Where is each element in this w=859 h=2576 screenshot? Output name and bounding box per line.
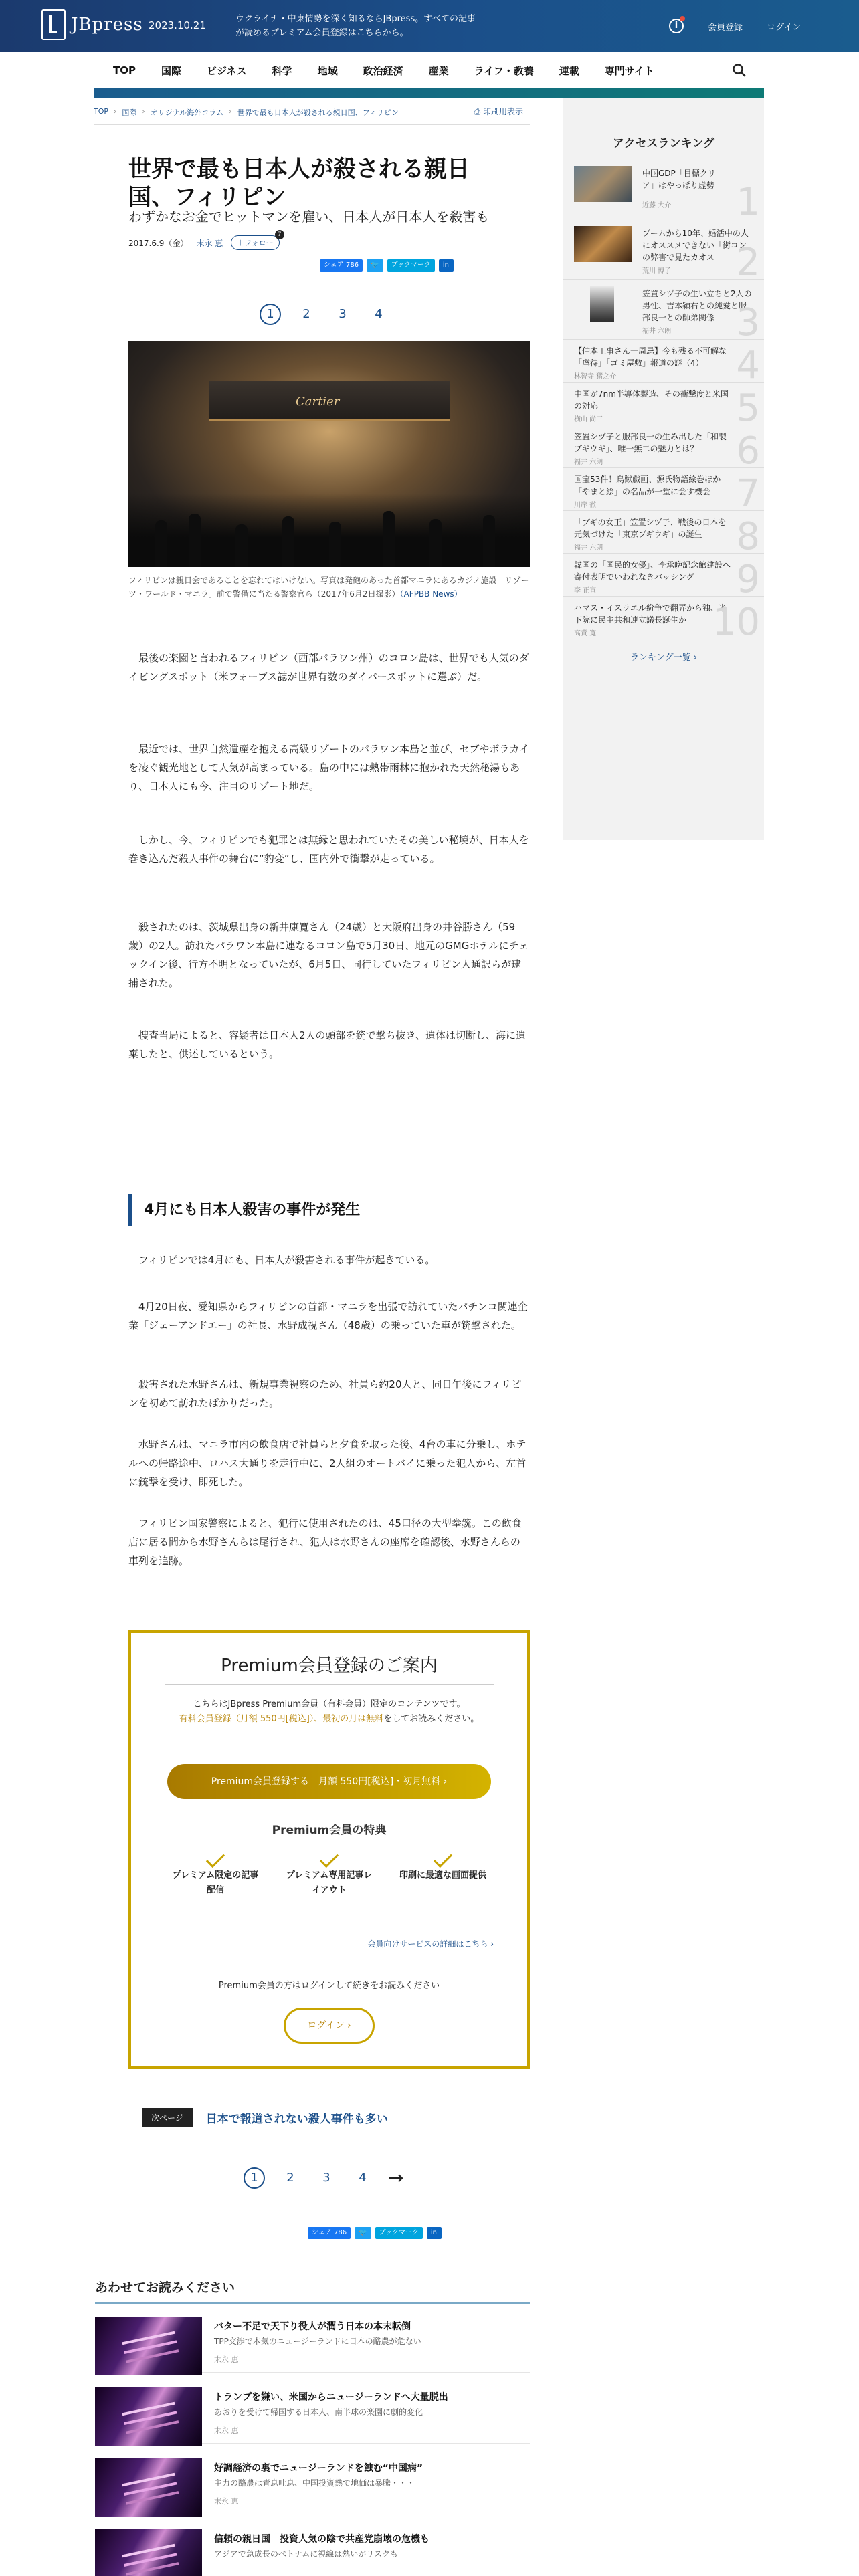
photo-figure <box>329 522 341 567</box>
page-1-link[interactable]: 1 <box>260 304 281 325</box>
ranking-item-5[interactable] <box>563 383 764 425</box>
premium-box <box>128 1630 530 2069</box>
hatena-bookmark-button[interactable]: ブックマーク <box>387 259 435 272</box>
ranking-item-1[interactable] <box>563 159 764 219</box>
photo-figure <box>282 516 294 567</box>
premium-desc-text: こちらはJBpress Premium会員（有料会員）限定のコンテンツです。 <box>193 1699 466 1709</box>
arrow-right-icon[interactable]: → <box>388 2167 404 2189</box>
notification-dot <box>680 16 685 21</box>
top-bar <box>0 0 859 52</box>
related-author: 末永 恵 <box>214 2426 239 2435</box>
premium-login-note: Premium会員の方はログインして続きをお読みください <box>218 1981 440 1991</box>
pagination-bottom <box>244 2167 403 2189</box>
nav-item-series[interactable]: 連載 <box>559 64 579 77</box>
page-3-link[interactable]: 3 <box>339 307 347 321</box>
facebook-share-button[interactable]: シェア 786 <box>320 259 363 272</box>
related-item[interactable] <box>95 2382 530 2444</box>
nav-item-science[interactable]: 科学 <box>272 64 292 77</box>
article-photo <box>128 341 530 567</box>
ranking-author: 荒川 博子 <box>642 267 672 275</box>
premium-feature <box>396 1854 490 1883</box>
page-2-link[interactable]: 2 <box>286 2170 294 2185</box>
ranking-item-7[interactable] <box>563 468 764 511</box>
ranking-author: 林智寺 猪之介 <box>574 373 617 381</box>
paragraph: しかし、今、フィリピンでも犯罪とは無縁と思われていたその美しい秘境が、日本人を巻き込んだ殺人事件の舞台に“豹変”し、国内外で衝撃が走っている。 <box>128 834 529 865</box>
breadcrumb-column[interactable]: オリジナル海外コラム <box>150 108 224 117</box>
paragraph: 最後の楽園と言われるフィリピン（西部パラワン州）のコロン島は、世界でも人気のダイビングスポット（米フォーブス誌が世界有数のダイバースポットに選ぶ）だ。 <box>128 652 529 683</box>
premium-benefits-heading: Premium会員の特典 <box>272 1824 387 1837</box>
related-author: 末永 恵 <box>214 2355 239 2364</box>
ranking-number: 6 <box>736 429 760 468</box>
page-2-link[interactable]: 2 <box>302 307 310 321</box>
premium-desc-text: をしてお読みください。 <box>383 1714 480 1724</box>
share-buttons-bottom <box>308 2227 442 2239</box>
ranking-author: 李 正宣 <box>574 587 597 595</box>
hatena-bookmark-button[interactable]: ブックマーク <box>375 2227 423 2239</box>
site-logo[interactable] <box>41 9 143 40</box>
check-icon <box>206 1849 225 1868</box>
related-thumbnail <box>95 2529 202 2576</box>
ranking-thumbnail <box>574 166 632 202</box>
check-icon <box>320 1849 339 1868</box>
photo-figure <box>383 511 395 567</box>
nav-item-politics[interactable]: 政治経済 <box>363 64 403 77</box>
register-link[interactable]: 会員登録 <box>708 23 743 33</box>
ranking-item-8[interactable] <box>563 511 764 554</box>
share-buttons-top <box>320 259 454 272</box>
feature-label: 印刷に最適な画面提供 <box>399 1870 486 1881</box>
nav-item-international[interactable]: 国際 <box>161 64 181 77</box>
caption-source-link[interactable]: （AFPBB News） <box>399 589 462 599</box>
premium-feature <box>282 1854 376 1898</box>
related-title: 好調経済の裏でニュージーランドを蝕む“中国病” <box>214 2463 423 2474</box>
paragraph: 殺されたのは、茨城県出身の新井康寛さん（24歳）と大阪府出身の井谷勝さん（59歳）の2人。訪れたパラワン本島に連なるコロン島で5月30日、地元のGMGホテルにチェックイン後、行方不明となっていたが、6月5日、同行していたフィリピン人通訳らが逮捕された。 <box>128 921 529 989</box>
twitter-share-button[interactable]: 🐦 <box>355 2227 371 2239</box>
ranking-number: 8 <box>736 515 760 554</box>
photo-figure <box>235 524 248 567</box>
ranking-thumbnail <box>590 286 614 322</box>
article-date: 2017.6.9（金） <box>128 238 189 248</box>
photo-sign-text: Cartier <box>296 395 340 409</box>
logo-mark-icon <box>41 9 66 40</box>
ranking-title: 中国が7nm半導体製造、その衝撃度と米国の対応 <box>574 389 729 411</box>
ranking-title: 中国GDP「目標クリア」はやっぱり虚勢 <box>642 169 716 190</box>
pagination-top <box>260 304 389 325</box>
premium-price-highlight: 有料会員登録（月額 550円[税込]）、最初の月は無料 <box>179 1714 384 1724</box>
related-desc: アジアで急成長のベトナムに視線は熱いがリスクも <box>214 2549 399 2559</box>
linkedin-share-button[interactable]: in <box>439 259 454 272</box>
premium-details-link[interactable]: 会員向けサービスの詳細はこちら › <box>367 1939 494 1949</box>
follow-button[interactable]: ＋フォロー 7 <box>231 235 279 250</box>
related-item[interactable] <box>95 2311 530 2373</box>
related-title: バター不足で天下り役人が潤う日本の本末転倒 <box>214 2321 411 2332</box>
ranking-title: 【仲本工事さん一周忌】今も残る不可解な「虐待」「ゴミ屋敷」報道の謎（4） <box>574 346 727 368</box>
nav-item-life[interactable]: ライフ・教養 <box>474 64 534 77</box>
premium-title: Premium会員登録のご案内 <box>221 1656 438 1676</box>
page-4-link[interactable]: 4 <box>359 2170 367 2185</box>
logo-text: JBpress <box>71 15 143 35</box>
related-desc: 主力の酪農は青息吐息、中国投資熱で地価は暴騰・・・ <box>214 2478 415 2488</box>
ranking-number: 9 <box>736 558 760 597</box>
ranking-item-4[interactable] <box>563 340 764 383</box>
login-link[interactable]: ログイン <box>767 23 801 33</box>
premium-description <box>165 1697 494 1727</box>
related-heading: あわせてお読みください <box>95 2278 530 2304</box>
nav-item-region[interactable]: 地域 <box>317 64 338 77</box>
breadcrumb-current[interactable]: 世界で最も日本人が殺される親日国、フィリピン <box>237 108 399 117</box>
ranking-title: ハマス・イスラエル紛争で翻弄から独、米下院に民主共和連立議長誕生か <box>574 603 727 625</box>
ranking-author: 福井 六朗 <box>574 544 603 552</box>
related-item[interactable] <box>95 2524 530 2576</box>
ranking-number: 3 <box>736 301 760 340</box>
feature-label: プレミアム限定の記事配信 <box>172 1870 259 1895</box>
related-desc: TPP交渉で本気のニュージーランドに日本の酪農が危ない <box>214 2337 421 2346</box>
paragraph: 最近では、世界自然遺産を抱える高級リゾートのパラワン本島と並び、セブやボラカイを凌ぐ観光地として人気が高まっている。島の中には熱帯雨林に抱かれた天然秘湯もあり、日本人にも今、注目のリゾート地だ。 <box>128 743 529 792</box>
next-page-title: 日本で報道されない殺人事件も多い <box>205 2113 388 2126</box>
paragraph: フィリピンでは4月にも、日本人が殺害される事件が起きている。 <box>138 1254 436 1266</box>
related-author: 末永 恵 <box>214 2497 239 2506</box>
ranking-thumbnail <box>574 226 632 262</box>
ranking-item-2[interactable] <box>563 219 764 280</box>
ranking-title: 国宝53件！鳥獣戯画、源氏物語絵巻ほか「やまと絵」の名品が一堂に会す機会 <box>574 475 721 496</box>
author-link[interactable]: 末永 恵 <box>196 238 223 248</box>
related-item[interactable] <box>95 2453 530 2514</box>
paragraph: 水野さんは、マニラ市内の飲食店で社員らと夕食を取った後、4台の車に分乗し、ホテルへの帰路途中、ロハス大通りを走行中に、2人組のオートバイに乗った犯人から、左首に銃撃を受け、即死した。 <box>128 1438 527 1488</box>
ranking-title: 「ブギの女王」笠置シヅ子、戦後の日本を元気づけた「東京ブギウギ」の誕生 <box>574 518 727 539</box>
info-icon[interactable]: i <box>669 19 684 33</box>
paragraph: 4月20日夜、愛知県からフィリピンの首都・マニラを出張で訪れていたパチンコ関連企業「ジェーアンドエー」の社長、水野成視さん（48歳）の乗っていた車が銃撃された。 <box>128 1301 528 1331</box>
follow-label: フォロー <box>244 239 274 247</box>
ranking-author: 高責 寛 <box>574 630 597 637</box>
breadcrumb-top[interactable]: TOP <box>94 107 109 116</box>
facebook-share-button[interactable]: シェア 786 <box>308 2227 351 2239</box>
ranking-author: 近藤 大介 <box>642 202 672 209</box>
ranking-item-3[interactable] <box>563 280 764 340</box>
next-page-link[interactable] <box>142 2108 388 2127</box>
paragraph: 捜査当局によると、容疑者は日本人2人の頭部を銃で撃ち抜き、遺体は切断し、海に遺棄したと、供述しているという。 <box>128 1029 526 1060</box>
related-desc: あおりを受けて帰国する日本人、南半球の楽園に劇的変化 <box>214 2407 423 2417</box>
photo-figure <box>189 514 201 567</box>
article-subtitle: わずかなお金でヒットマンを雇い、日本人が日本人を殺害も <box>128 209 490 225</box>
premium-feature <box>169 1854 262 1898</box>
paragraph: 殺害された水野さんは、新規事業視察のため、社員ら約20人と、同日午後にフィリピンを初めて訪れたばかりだった。 <box>128 1378 522 1409</box>
premium-login-button[interactable]: ログイン › <box>284 2008 375 2044</box>
section-heading: 4月にも日本人殺害の事件が発生 <box>128 1194 530 1226</box>
nav-item-business[interactable]: ビジネス <box>207 64 247 77</box>
article-meta <box>128 231 282 250</box>
ranking-item-9[interactable] <box>563 554 764 597</box>
nav-item-top[interactable]: TOP <box>113 64 136 76</box>
ranking-item-10[interactable] <box>563 597 764 639</box>
ranking-title: 韓国の「国民的女優」、李承晩記念館建設へ寄付表明でいわれなきバッシング <box>574 560 731 582</box>
related-thumbnail <box>95 2317 202 2375</box>
caption-text: フィリピンは親日会であることを忘れてはいけない。写真は発砲のあった首都マニラにあるカジノ施設「リゾーツ・ワールド・マニラ」前で警備に当たる警察官ら（2017年6月2日撮影） <box>128 576 529 599</box>
ranking-item-6[interactable] <box>563 425 764 468</box>
photo-figure <box>430 519 442 567</box>
ranking-title: ブームから10年、婚活中の人にオススメできない「街コン」の弊害で見たカオス <box>642 229 751 262</box>
next-page-tag: 次ページ <box>142 2108 193 2127</box>
search-icon[interactable] <box>732 63 747 78</box>
ranking-author: 横山 尚三 <box>574 416 603 423</box>
divider <box>94 124 530 125</box>
ranking-author: 川岸 徹 <box>574 502 597 509</box>
header-news-link[interactable]: ウクライナ・中東情勢を深く知るならJBpress。すべての記事が読めるプレミアム会員登録はこちらから。 <box>235 14 476 38</box>
ranking-title: 笠置シヅ子と服部良一の生み出した「和製ブギウギ」、唯一無二の魅力とは？ <box>574 432 727 453</box>
header-date: 2023.10.21 <box>149 19 206 31</box>
ranking-heading: アクセスランキング <box>613 137 714 150</box>
ranking-number: 7 <box>736 472 760 511</box>
global-nav <box>0 52 859 88</box>
ranking-number: 10 <box>712 601 760 639</box>
photo-caption <box>128 574 530 601</box>
photo-figure <box>155 520 167 567</box>
page-4-link[interactable]: 4 <box>375 307 383 321</box>
accent-band <box>94 88 764 98</box>
nav-item-sites[interactable]: 専門サイト <box>604 64 654 77</box>
ranking-author: 福井 六朗 <box>574 459 603 466</box>
nav-item-industry[interactable]: 産業 <box>428 64 449 77</box>
ranking-number: 4 <box>736 344 760 383</box>
ranking-number: 5 <box>736 387 760 425</box>
page-3-link[interactable]: 3 <box>322 2170 330 2185</box>
breadcrumb-international[interactable]: 国際 <box>122 108 137 117</box>
check-icon <box>434 1849 452 1868</box>
page-1-link[interactable]: 1 <box>244 2167 265 2189</box>
ranking-list-link[interactable]: ランキング一覧 › <box>630 653 697 663</box>
article-title: 世界で最も日本人が殺される親日国、フィリピン <box>128 156 470 211</box>
related-thumbnail <box>95 2387 202 2446</box>
related-title: 信頼の親日国 投資人気の陰で共産党崩壊の危機も <box>214 2534 430 2545</box>
related-title: トランプを嫌い、米国からニュージーランドへ大量脱出 <box>214 2392 448 2403</box>
linkedin-share-button[interactable]: in <box>427 2227 442 2239</box>
print-link[interactable]: ⎙ 印刷用表示 <box>474 106 523 117</box>
photo-figure <box>483 515 495 567</box>
paragraph: フィリピン国家警察によると、犯行に使用されたのは、45口径の大型拳銃。この飲食店に居る間から水野さんらは尾行され、犯人は水野さんの座席を確認後、水野さんらの車列を追跡。 <box>128 1517 522 1567</box>
breadcrumb: TOP › 国際 › オリジナル海外コラム › 世界で最も日本人が殺される親日国、フィリピン <box>94 107 399 117</box>
related-thumbnail <box>95 2458 202 2517</box>
premium-register-button[interactable]: Premium会員登録する 月額 550円[税込]・初月無料 › <box>167 1764 491 1799</box>
ranking-author: 福井 六朗 <box>642 328 672 335</box>
ranking-sidebar <box>563 98 764 840</box>
follow-count: 7 <box>275 230 284 239</box>
divider <box>165 1684 494 1685</box>
ranking-title: 笠置シヅ子の生い立ちと2人の男性、吉本穎右との純愛と服部良一との師弟関係 <box>642 289 752 322</box>
twitter-share-button[interactable]: 🐦 <box>367 259 383 272</box>
ranking-number: 1 <box>736 181 760 219</box>
feature-label: プレミアム専用記事レイアウト <box>286 1870 373 1895</box>
ranking-number: 2 <box>736 241 760 280</box>
